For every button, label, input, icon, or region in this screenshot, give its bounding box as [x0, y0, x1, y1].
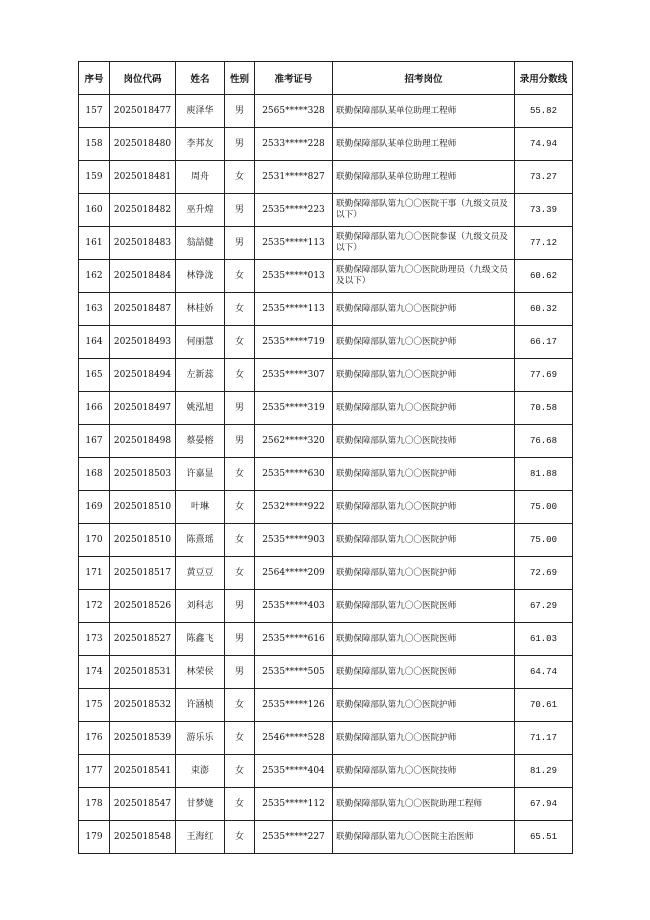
cell-score: 55.82 — [515, 95, 573, 128]
cell-position: 联勤保障部队第九〇〇医院技师 — [333, 755, 515, 788]
cell-index: 178 — [79, 788, 110, 821]
cell-index: 171 — [79, 557, 110, 590]
cell-post-code: 2025018510 — [110, 524, 176, 557]
col-header-exam-id: 准考证号 — [255, 62, 333, 95]
table-row — [79, 524, 573, 557]
cell-exam-id: 2535*****616 — [255, 623, 333, 656]
cell-gender: 男 — [225, 194, 255, 227]
cell-score: 70.58 — [515, 392, 573, 425]
cell-score: 67.94 — [515, 788, 573, 821]
table-row — [79, 293, 573, 326]
cell-post-code: 2025018547 — [110, 788, 176, 821]
header-row — [79, 62, 573, 95]
cell-position: 联勤保障部队第九〇〇医院护师 — [333, 689, 515, 722]
cell-gender: 女 — [225, 491, 255, 524]
cell-post-code: 2025018526 — [110, 590, 176, 623]
cell-exam-id: 2565*****328 — [255, 95, 333, 128]
table-row — [79, 557, 573, 590]
table-row — [79, 95, 573, 128]
col-header-position: 招考岗位 — [333, 62, 515, 95]
cell-position: 联勤保障部队第九〇〇医院护师 — [333, 491, 515, 524]
table-row — [79, 128, 573, 161]
cell-exam-id: 2535*****126 — [255, 689, 333, 722]
cell-score: 60.32 — [515, 293, 573, 326]
col-header-index: 序号 — [79, 62, 110, 95]
cell-post-code: 2025018532 — [110, 689, 176, 722]
cell-post-code: 2025018483 — [110, 227, 176, 260]
col-header-name: 姓名 — [176, 62, 225, 95]
cell-score: 81.29 — [515, 755, 573, 788]
table-row — [79, 623, 573, 656]
cell-index: 172 — [79, 590, 110, 623]
cell-gender: 男 — [225, 227, 255, 260]
cell-post-code: 2025018503 — [110, 458, 176, 491]
results-table — [78, 61, 573, 854]
cell-post-code: 2025018510 — [110, 491, 176, 524]
cell-index: 179 — [79, 821, 110, 854]
cell-name: 束澎 — [176, 755, 225, 788]
cell-index: 161 — [79, 227, 110, 260]
table-row — [79, 458, 573, 491]
cell-name: 蔡晏榕 — [176, 425, 225, 458]
cell-index: 159 — [79, 161, 110, 194]
cell-index: 157 — [79, 95, 110, 128]
cell-exam-id: 2535*****227 — [255, 821, 333, 854]
cell-name: 叶琳 — [176, 491, 225, 524]
cell-score: 75.00 — [515, 524, 573, 557]
cell-position: 联勤保障部队第九〇〇医院干事（九级文员及以下） — [333, 194, 515, 227]
cell-post-code: 2025018541 — [110, 755, 176, 788]
cell-post-code: 2025018481 — [110, 161, 176, 194]
table-row — [79, 392, 573, 425]
cell-exam-id: 2532*****922 — [255, 491, 333, 524]
cell-score: 61.03 — [515, 623, 573, 656]
cell-score: 81.88 — [515, 458, 573, 491]
cell-position: 联勤保障部队第九〇〇医院技师 — [333, 425, 515, 458]
table-row — [79, 194, 573, 227]
cell-name: 林铮泷 — [176, 260, 225, 293]
cell-index: 165 — [79, 359, 110, 392]
cell-gender: 女 — [225, 557, 255, 590]
table-row — [79, 260, 573, 293]
cell-index: 163 — [79, 293, 110, 326]
cell-index: 168 — [79, 458, 110, 491]
cell-gender: 女 — [225, 359, 255, 392]
table-row — [79, 722, 573, 755]
cell-position: 联勤保障部队第九〇〇医院护师 — [333, 722, 515, 755]
cell-position: 联勤保障部队第九〇〇医院助理工程师 — [333, 788, 515, 821]
cell-name: 庾泽华 — [176, 95, 225, 128]
cell-name: 游乐乐 — [176, 722, 225, 755]
cell-exam-id: 2535*****013 — [255, 260, 333, 293]
cell-exam-id: 2535*****112 — [255, 788, 333, 821]
cell-position: 联勤保障部队第九〇〇医院助理员（九级文员及以下） — [333, 260, 515, 293]
cell-exam-id: 2535*****719 — [255, 326, 333, 359]
cell-score: 67.29 — [515, 590, 573, 623]
cell-score: 66.17 — [515, 326, 573, 359]
col-header-post-code: 岗位代码 — [110, 62, 176, 95]
table-row — [79, 326, 573, 359]
cell-index: 158 — [79, 128, 110, 161]
cell-gender: 女 — [225, 755, 255, 788]
col-header-score: 录用分数线 — [515, 62, 573, 95]
table-row — [79, 227, 573, 260]
cell-exam-id: 2535*****505 — [255, 656, 333, 689]
cell-name: 黄豆豆 — [176, 557, 225, 590]
cell-name: 甘梦婕 — [176, 788, 225, 821]
cell-gender: 男 — [225, 623, 255, 656]
table-row — [79, 788, 573, 821]
table-row — [79, 656, 573, 689]
cell-score: 77.12 — [515, 227, 573, 260]
cell-exam-id: 2535*****307 — [255, 359, 333, 392]
cell-post-code: 2025018482 — [110, 194, 176, 227]
cell-position: 联勤保障部队某单位助理工程师 — [333, 128, 515, 161]
table-row — [79, 161, 573, 194]
table-row — [79, 689, 573, 722]
cell-exam-id: 2535*****223 — [255, 194, 333, 227]
cell-position: 联勤保障部队第九〇〇医院医师 — [333, 623, 515, 656]
cell-index: 173 — [79, 623, 110, 656]
cell-position: 联勤保障部队第九〇〇医院护师 — [333, 326, 515, 359]
cell-position: 联勤保障部队第九〇〇医院护师 — [333, 557, 515, 590]
cell-name: 姚泓旭 — [176, 392, 225, 425]
cell-exam-id: 2535*****113 — [255, 293, 333, 326]
cell-index: 166 — [79, 392, 110, 425]
cell-index: 162 — [79, 260, 110, 293]
cell-index: 170 — [79, 524, 110, 557]
cell-exam-id: 2531*****827 — [255, 161, 333, 194]
cell-gender: 男 — [225, 392, 255, 425]
cell-index: 174 — [79, 656, 110, 689]
cell-position: 联勤保障部队第九〇〇医院主治医师 — [333, 821, 515, 854]
cell-post-code: 2025018531 — [110, 656, 176, 689]
cell-name: 林荣侯 — [176, 656, 225, 689]
cell-exam-id: 2535*****630 — [255, 458, 333, 491]
cell-score: 60.62 — [515, 260, 573, 293]
cell-position: 联勤保障部队某单位助理工程师 — [333, 95, 515, 128]
cell-name: 周舟 — [176, 161, 225, 194]
cell-gender: 男 — [225, 590, 255, 623]
cell-score: 74.94 — [515, 128, 573, 161]
cell-score: 65.51 — [515, 821, 573, 854]
cell-exam-id: 2546*****528 — [255, 722, 333, 755]
cell-name: 林桂娇 — [176, 293, 225, 326]
cell-position: 联勤保障部队第九〇〇医院医师 — [333, 656, 515, 689]
cell-position: 联勤保障部队第九〇〇医院参谋（九级文员及以下） — [333, 227, 515, 260]
cell-score: 75.00 — [515, 491, 573, 524]
cell-index: 167 — [79, 425, 110, 458]
table-row — [79, 821, 573, 854]
cell-gender: 女 — [225, 689, 255, 722]
cell-score: 64.74 — [515, 656, 573, 689]
cell-post-code: 2025018497 — [110, 392, 176, 425]
cell-score: 73.39 — [515, 194, 573, 227]
cell-name: 许涵桢 — [176, 689, 225, 722]
cell-name: 王海红 — [176, 821, 225, 854]
cell-position: 联勤保障部队第九〇〇医院医师 — [333, 590, 515, 623]
cell-post-code: 2025018517 — [110, 557, 176, 590]
cell-position: 联勤保障部队某单位助理工程师 — [333, 161, 515, 194]
cell-post-code: 2025018539 — [110, 722, 176, 755]
cell-gender: 男 — [225, 128, 255, 161]
cell-gender: 女 — [225, 788, 255, 821]
cell-gender: 女 — [225, 722, 255, 755]
cell-score: 70.61 — [515, 689, 573, 722]
cell-post-code: 2025018487 — [110, 293, 176, 326]
cell-exam-id: 2535*****319 — [255, 392, 333, 425]
cell-exam-id: 2562*****320 — [255, 425, 333, 458]
cell-position: 联勤保障部队第九〇〇医院护师 — [333, 293, 515, 326]
cell-gender: 女 — [225, 524, 255, 557]
cell-gender: 女 — [225, 293, 255, 326]
cell-gender: 女 — [225, 821, 255, 854]
table-row — [79, 359, 573, 392]
cell-post-code: 2025018527 — [110, 623, 176, 656]
cell-exam-id: 2535*****113 — [255, 227, 333, 260]
cell-position: 联勤保障部队第九〇〇医院护师 — [333, 458, 515, 491]
cell-post-code: 2025018480 — [110, 128, 176, 161]
cell-index: 164 — [79, 326, 110, 359]
cell-name: 刘科志 — [176, 590, 225, 623]
cell-name: 翁喆健 — [176, 227, 225, 260]
cell-index: 177 — [79, 755, 110, 788]
cell-position: 联勤保障部队第九〇〇医院护师 — [333, 524, 515, 557]
cell-post-code: 2025018493 — [110, 326, 176, 359]
cell-name: 巫升煌 — [176, 194, 225, 227]
cell-exam-id: 2535*****403 — [255, 590, 333, 623]
cell-name: 许嘉显 — [176, 458, 225, 491]
cell-name: 李邦友 — [176, 128, 225, 161]
cell-post-code: 2025018548 — [110, 821, 176, 854]
cell-gender: 女 — [225, 458, 255, 491]
cell-exam-id: 2533*****228 — [255, 128, 333, 161]
cell-index: 176 — [79, 722, 110, 755]
cell-name: 陈鑫飞 — [176, 623, 225, 656]
cell-post-code: 2025018484 — [110, 260, 176, 293]
cell-score: 77.69 — [515, 359, 573, 392]
cell-score: 72.69 — [515, 557, 573, 590]
cell-index: 175 — [79, 689, 110, 722]
table-row — [79, 491, 573, 524]
table-body — [79, 95, 573, 854]
cell-gender: 女 — [225, 161, 255, 194]
cell-name: 何丽慧 — [176, 326, 225, 359]
cell-post-code: 2025018494 — [110, 359, 176, 392]
col-header-gender: 性别 — [225, 62, 255, 95]
cell-exam-id: 2535*****404 — [255, 755, 333, 788]
cell-gender: 男 — [225, 95, 255, 128]
table-row — [79, 425, 573, 458]
cell-position: 联勤保障部队第九〇〇医院护师 — [333, 359, 515, 392]
cell-name: 陈熹瑶 — [176, 524, 225, 557]
cell-score: 71.17 — [515, 722, 573, 755]
cell-exam-id: 2564*****209 — [255, 557, 333, 590]
cell-exam-id: 2535*****903 — [255, 524, 333, 557]
cell-score: 76.68 — [515, 425, 573, 458]
cell-score: 73.27 — [515, 161, 573, 194]
cell-gender: 男 — [225, 425, 255, 458]
cell-post-code: 2025018477 — [110, 95, 176, 128]
cell-gender: 女 — [225, 260, 255, 293]
cell-gender: 男 — [225, 656, 255, 689]
cell-name: 左新蕊 — [176, 359, 225, 392]
cell-gender: 女 — [225, 326, 255, 359]
cell-index: 169 — [79, 491, 110, 524]
table-row — [79, 755, 573, 788]
table-row — [79, 590, 573, 623]
cell-index: 160 — [79, 194, 110, 227]
cell-post-code: 2025018498 — [110, 425, 176, 458]
cell-position: 联勤保障部队第九〇〇医院护师 — [333, 392, 515, 425]
